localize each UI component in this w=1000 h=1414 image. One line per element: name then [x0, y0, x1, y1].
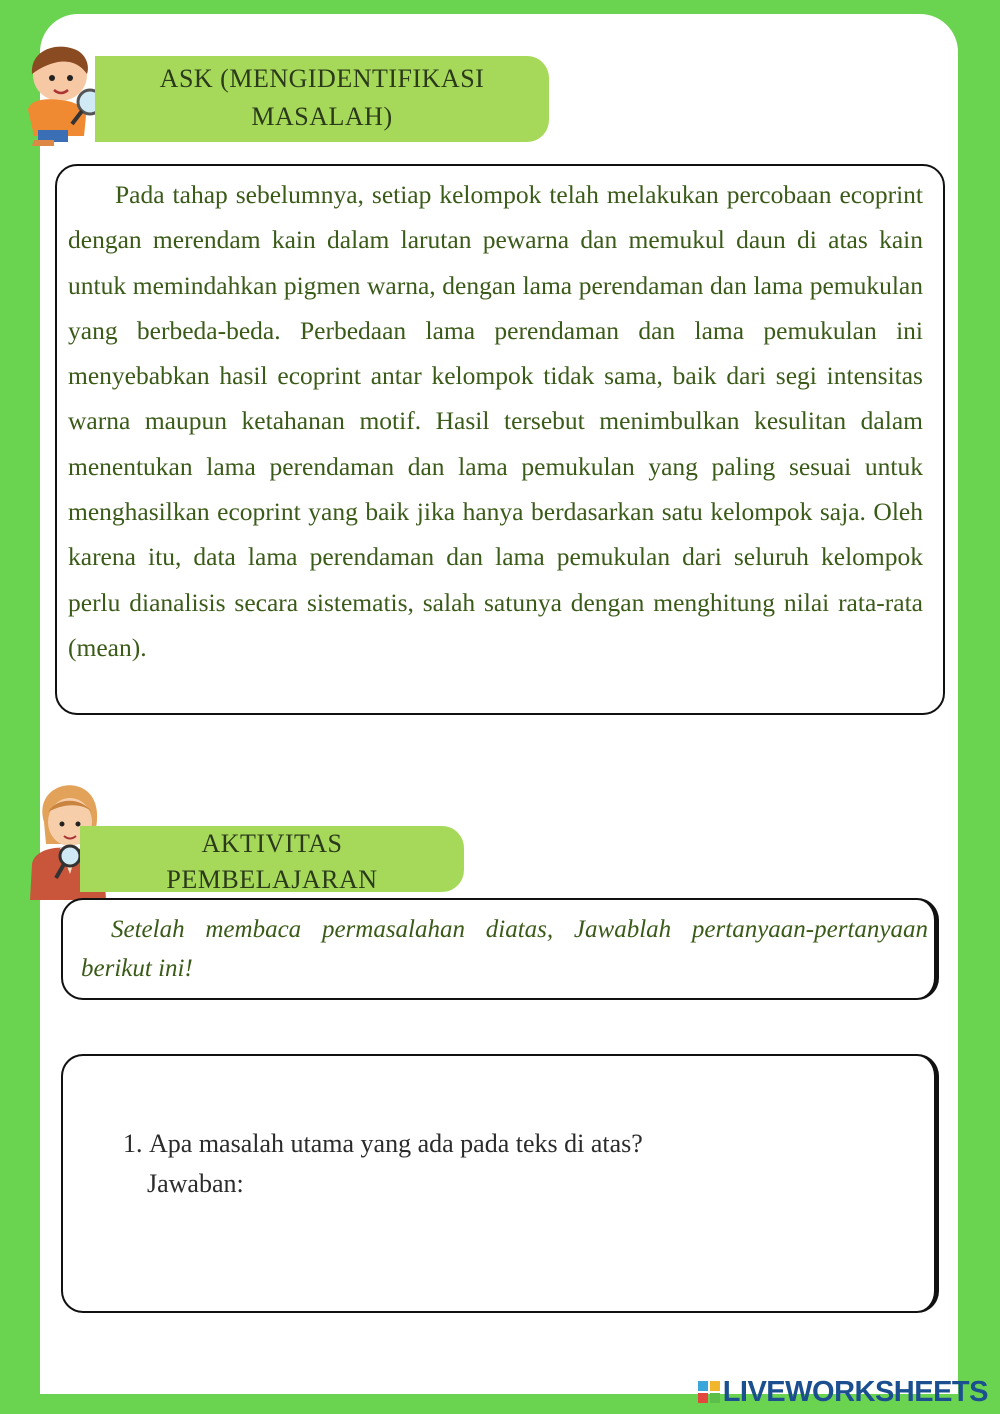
ask-text-box	[55, 164, 945, 715]
liveworksheets-logo-icon	[698, 1381, 720, 1403]
ask-banner-line2: MASALAH)	[251, 102, 393, 131]
activity-banner	[80, 826, 464, 892]
ask-banner	[95, 56, 549, 142]
instruction-box	[61, 898, 939, 1000]
ask-paragraph: Pada tahap sebelumnya, setiap kelompok telah melakukan percobaan ecoprint dengan merendam kain dalam larutan pewarna dan memukul daun di atas kain untuk memindahkan pigmen warna, dengan lama perendaman dan lama pemukulan yang berbeda-beda. Perbedaan lama perendaman dan lama pemukulan ini menyebabkan hasil ecoprint antar kelompok tidak sama, baik dari segi intensitas warna maupun ketahanan motif. Hasil tersebut menimbulkan kesulitan dalam menentukan lama perendaman dan lama pemukulan yang paling sesuai untuk menghasilkan ecoprint yang baik jika hanya berdasarkan satu kelompok saja. Oleh karena itu, data lama perendaman dan lama pemukulan dari seluruh kelompok perlu dianalisis secara sistematis, salah satunya dengan menghitung nilai rata-rata (mean).	[68, 180, 923, 662]
ask-banner-line1: ASK (MENGIDENTIFIKASI	[159, 64, 485, 93]
instruction-text: Setelah membaca permasalahan diatas, Jawablah pertanyaan-pertanyaan berikut ini!	[81, 916, 928, 982]
question-1	[123, 1124, 643, 1164]
question-box	[61, 1054, 939, 1313]
question-number: 1.	[123, 1129, 143, 1158]
activity-banner-line1: AKTIVITAS	[201, 829, 343, 858]
liveworksheets-logo	[698, 1376, 988, 1408]
boy-magnifier-icon	[14, 40, 106, 148]
answer-label: Jawaban:	[147, 1169, 244, 1198]
activity-banner-line2: PEMBELAJARAN	[166, 865, 378, 894]
liveworksheets-logo-text: LIVEWORKSHEETS	[722, 1375, 988, 1408]
question-text: Apa masalah utama yang ada pada teks di atas?	[149, 1129, 643, 1158]
